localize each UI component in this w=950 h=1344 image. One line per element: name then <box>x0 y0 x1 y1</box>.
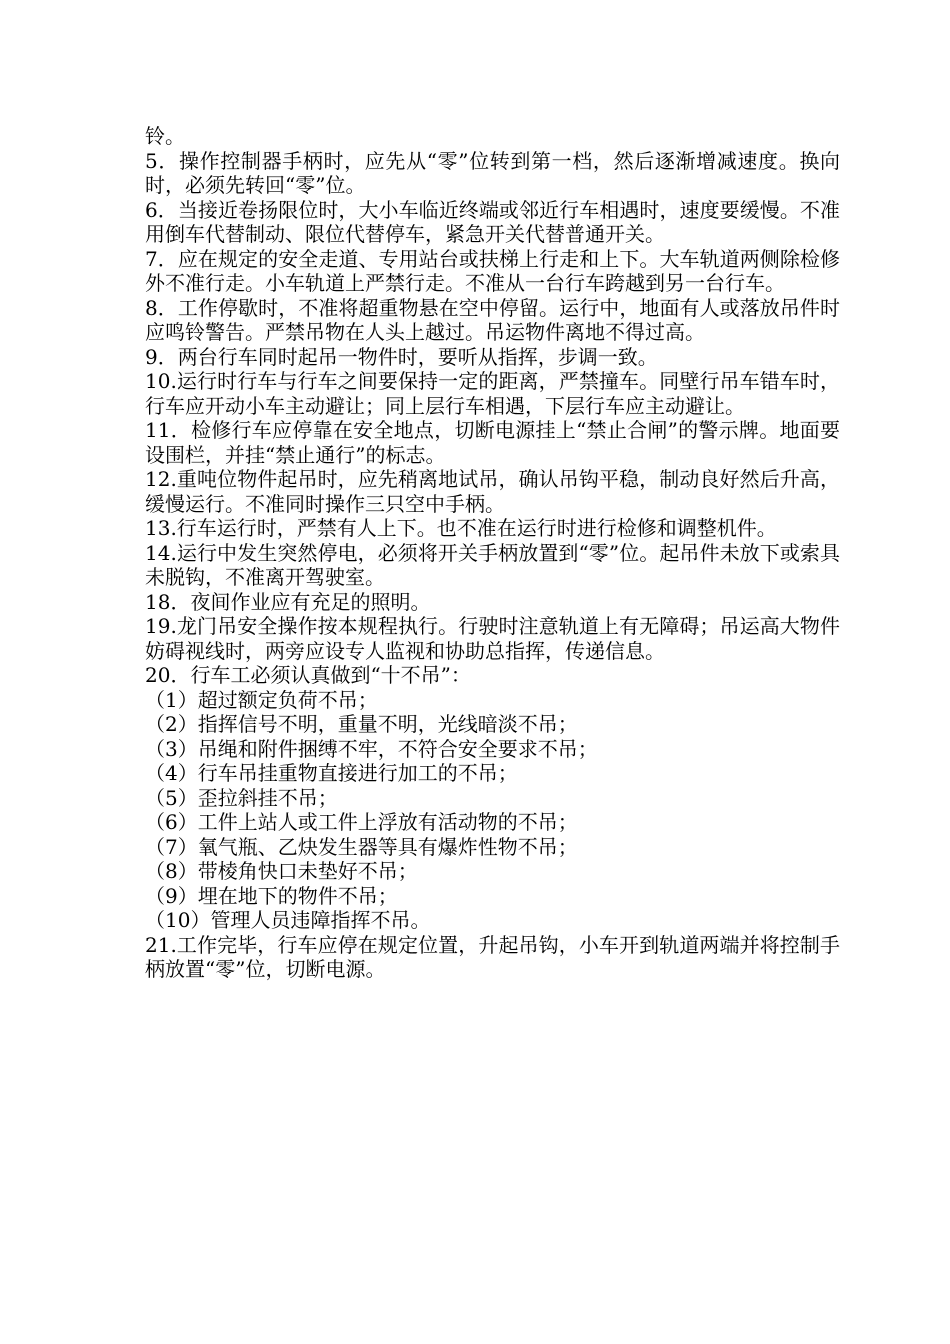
rule-9: 9．两台行车同时起吊一物件时，要听从指挥，步调一致。 <box>145 344 658 369</box>
rule-5: 5．操作控制器手柄时，应先从“零”位转到第一档，然后逐渐增减速度。换向时，必须先转回“零”位。 <box>145 148 840 197</box>
list-item: （3）吊绳和附件捆缚不牢，不符合安全要求不吊； <box>145 736 598 761</box>
rule-18: 18．夜间作业应有充足的照明。 <box>145 589 431 614</box>
rule-10: 10.运行时行车与行车之间要保持一定的距离，严禁撞车。同壁行吊车错车时，行车应开动小车主动避让；同上层行车相遇，下层行车应主动避让。 <box>145 369 840 418</box>
rule-19: 19.龙门吊安全操作按本规程执行。行驶时注意轨道上有无障碍；吊运高大物件妨碍视线时，两旁应设专人监视和协助总指挥，传递信息。 <box>145 614 840 663</box>
rule-14: 14.运行中发生突然停电，必须将开关手柄放置到“零”位。起吊件未放下或索具未脱钩，不准离开驾驶室。 <box>145 540 840 589</box>
rule-13: 13.行车运行时，严禁有人上下。也不准在运行时进行检修和调整机件。 <box>145 516 777 540</box>
list-item: （8）带棱角快口未垫好不吊； <box>145 859 418 883</box>
rule-6: 6．当接近卷扬限位时，大小车临近终端或邻近行车相遇时，速度要缓慢。不准用倒车代替制动、限位代替停车，紧急开关代替普通开关。 <box>145 197 840 246</box>
rule-20-heading: 20．行车工必须认真做到“十不吊”： <box>145 663 471 687</box>
rule-8: 8．工作停歇时，不准将超重物悬在空中停留。运行中，地面有人或落放吊件时应鸣铃警告。严禁吊物在人头上越过。吊运物件离地不得过高。 <box>145 295 840 344</box>
rule-21: 21.工作完毕，行车应停在规定位置，升起吊钩，小车开到轨道两端并将控制手柄放置“零”位，切断电源。 <box>145 932 840 981</box>
document-page <box>145 124 840 982</box>
list-item: （1）超过额定负荷不吊； <box>145 687 378 712</box>
list-item: （10）管理人员违障指挥不吊。 <box>145 908 431 932</box>
rule-11: 11．检修行车应停靠在安全地点，切断电源挂上“禁止合闸”的警示牌。地面要设围栏，并挂“禁止通行”的标志。 <box>145 418 840 467</box>
rule-7: 7．应在规定的安全走道、专用站台或扶梯上行走和上下。大车轨道两侧除检修外不准行走。小车轨道上严禁行走。不准从一台行车跨越到另一台行车。 <box>145 246 840 295</box>
list-item: （6）工件上站人或工件上浮放有活动物的不吊； <box>145 810 578 834</box>
list-item: （5）歪拉斜挂不吊； <box>145 785 338 810</box>
list-item: （2）指挥信号不明，重量不明，光线暗淡不吊； <box>145 712 578 736</box>
paragraph-continuation: 铃。 <box>145 124 185 148</box>
list-item: （7）氧气瓶、乙炔发生器等具有爆炸性物不吊； <box>145 834 578 859</box>
list-item: （9）埋在地下的物件不吊； <box>145 883 398 908</box>
list-item: （4）行车吊挂重物直接进行加工的不吊； <box>145 761 518 785</box>
rule-12: 12.重吨位物件起吊时，应先稍离地试吊，确认吊钩平稳，制动良好然后升高，缓慢运行。不准同时操作三只空中手柄。 <box>145 467 840 516</box>
ten-rules-list <box>145 688 840 933</box>
